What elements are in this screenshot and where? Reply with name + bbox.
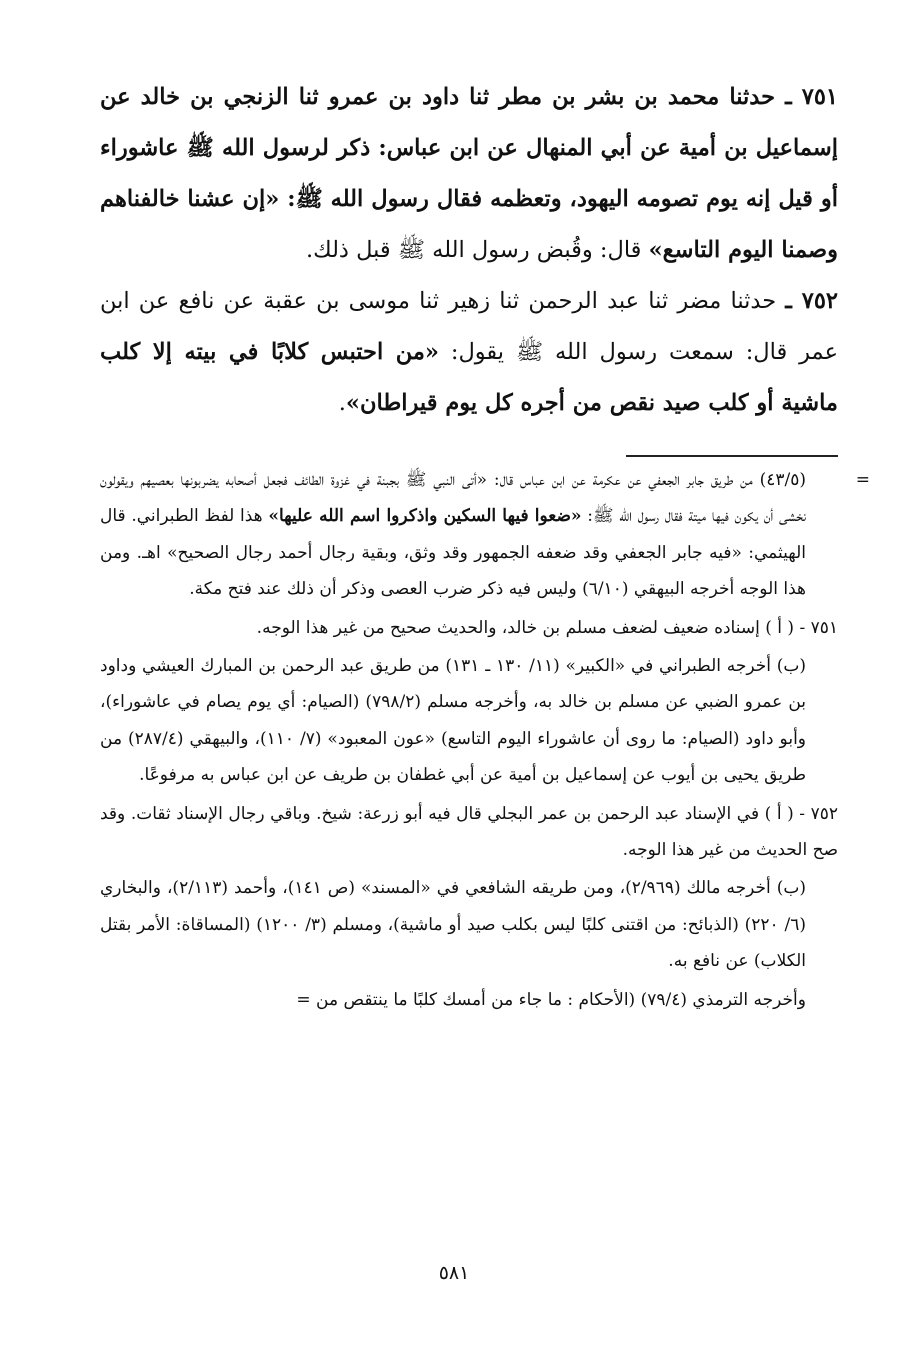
continuation-marker: =: [855, 470, 870, 490]
footnotes: [100, 462, 870, 1018]
footnote-separator: [626, 455, 838, 457]
hadith-quote: «إن عشنا خالفناهم وصمنا اليوم التاسع»: [100, 186, 838, 263]
footnote-text: ( أ ) في الإسناد عبد الرحمن بن عمر البجلي قال فيه أبو زرعة: شيخ. وباقي رجال الإسناد ثقات. وقد صح الحديث من غير هذا الوجه.: [100, 803, 838, 861]
footnote-751: [100, 610, 838, 646]
hadith-text: حدثنا محمد بن بشر بن مطر ثنا داود بن عمرو ثنا الزنجي بن خالد عن إسماعيل بن أمية عن أبي المنهال عن ابن عباس: ذكر لرسول الله ﷺ عاشوراء أو قيل إنه يوم تصومه اليهود، وتعظمه فقال رسول الله ﷺ:: [100, 84, 838, 212]
hadith-number: ٧٥١ ـ: [785, 84, 838, 110]
footnote-752: [100, 796, 838, 869]
page-number: ٥٨١: [438, 1262, 470, 1284]
footnote-751-b: (ب) أخرجه الطبراني في «الكبير» (١١/ ١٣٠ ـ ١٣١) من طريق عبد الرحمن بن المبارك العيشي وداود بن عمرو الضبي عن مسلم بن خالد به، وأخرجه مسلم (٧٩٨/٢) (الصيام: أي يوم يصام في عاشوراء)، وأبو داود (الصيام: ما روى أن عاشوراء اليوم التاسع) «عون المعبود» (٧/ ١١٠)، والبيهقي (٢٨٧/٤) من طريق يحيى بن أيوب عن إسماعيل بن أمية عن أبي غطفان بن طريف عن ابن عباس به مرفوعًا.: [100, 656, 807, 786]
hadith-text: حدثنا مضر ثنا عبد الرحمن ثنا زهير ثنا موسى بن عقبة عن نافع عن ابن عمر قال: سمعت رسول الله ﷺ يقول:: [100, 288, 838, 365]
hadith-number: ٧٥٢ ـ: [785, 288, 838, 314]
hadith-751: [100, 72, 838, 276]
hadith-752: [100, 276, 838, 429]
footnote-number: ٧٥٢ -: [799, 803, 839, 824]
footnote-number: ٧٥١ -: [799, 617, 838, 638]
footnote-text: هذا لفظ الطبراني. قال الهيثمي: «فيه جابر الجعفي وقد ضعفه الجمهور وقد وثق، وبقية رجال أحمد رجال الصحيح» اهـ. ومن هذا الوجه أخرجه البيهقي (٦/١٠) وليس فيه ذكر ضرب العصى وذكر أن ذلك عند فتح مكة.: [100, 506, 806, 600]
hadith-text: قال: وقُبض رسول الله ﷺ قبل ذلك.: [305, 237, 649, 263]
main-text: [100, 72, 838, 429]
footnote-752-c: وأخرجه الترمذي (٧٩/٤) (الأحكام : ما جاء من أمسك كلبًا ما ينتقص من =: [296, 989, 806, 1010]
footnote-continuation: [100, 462, 870, 608]
footnote-752-b: (ب) أخرجه مالك (٢/٩٦٩)، ومن طريقه الشافعي في «المسند» (ص ١٤١)، وأحمد (٢/١١٣)، والبخاري (٦/ ٢٢٠) (الذبائح: من اقتنى كلبًا ليس بكلب صيد أو ماشية)، ومسلم (٣/ ١٢٠٠) (المساقاة: الأمر بقتل الكلاب) عن نافع به.: [100, 878, 806, 972]
footnote-text: (٤٣/٥) من طريق جابر الجعفي عن عكرمة عن ابن عباس قال: «أتى النبي ﷺ بجبنة في غزوة الطائف فجعل أصحابه يضربونها بعصيهم ويقولون نخشى أن يكون فيها ميتة فقال رسول الله ﷺ:: [100, 470, 806, 527]
hadith-text: .: [338, 390, 346, 416]
footnote-text: ( أ ) إسناده ضعيف لضعف مسلم بن خالد، والحديث صحيح من غير هذا الوجه.: [256, 617, 795, 638]
hadith-quote: «من احتبس كلابًا في بيته إلا كلب ماشية أو كلب صيد نقص من أجره كل يوم قيراطان»: [100, 339, 838, 416]
footnote-quote: «ضعوا فيها السكين واذكروا اسم الله عليها»: [268, 506, 582, 527]
